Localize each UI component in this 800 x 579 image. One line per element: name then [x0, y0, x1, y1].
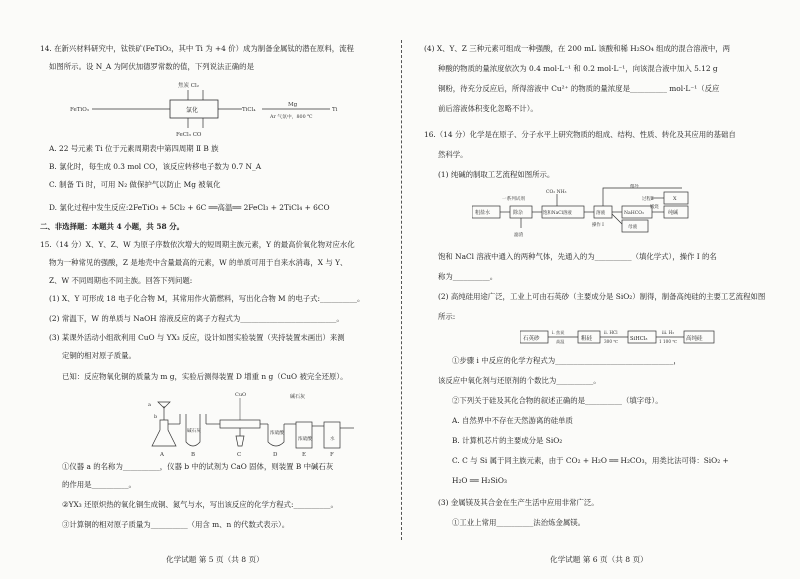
q15-sub-1: (1) X、Y 可形成 18 电子化合物 M，其常用作火箭燃料，写出化合物 M 的电子式:__________。: [49, 294, 365, 303]
q16-sub-2a: (2) 高纯硅用途广泛，工业上可由石英砂（主要成分是 SiO₂）制得，制备高纯硅的主要工艺流程如图: [438, 292, 766, 301]
q16-q2: ②下列关于硅及其化合物的叙述正确的是__________（填字母）。: [452, 396, 663, 405]
q15-q1b: 的作用是__________。: [62, 480, 136, 489]
soda-b3: 饱和NaCl溶液: [543, 211, 572, 216]
q16-sub-1: (1) 纯碱的制取工艺流程如图所示。: [438, 170, 555, 179]
app-label-cuo: CuO: [235, 392, 247, 398]
q15-sub-2: (2) 常温下，W 的单质与 NaOH 溶液反应的离子方程式为__________________________。: [49, 314, 344, 323]
app-letter-f: F: [330, 452, 334, 458]
q16-line-2: 然科学。: [438, 150, 468, 159]
q15-q3: ③计算铜的相对原子质量为__________（用含 m、n 的代数式表示）。: [62, 520, 290, 529]
si-c3b: 1 100 ℃: [659, 339, 678, 344]
app-label-soda-lime: 碱石灰: [290, 394, 306, 400]
q15-apparatus-diagram: [140, 388, 365, 458]
q15-line-1: 15.（14 分）X、Y、Z、W 为原子序数依次增大的短周期主族元素，Y 的最高价氧化物对应水化: [40, 240, 355, 249]
q15-sub-3c: 已知：反应物氧化铜的质量为 m g，实验后测得装置 D 增重 n g（CuO 被完全还原）。: [62, 372, 348, 381]
q14-option-a: A. 22 号元素 Ti 位于元素周期表中第四周期 Ⅱ B 族: [49, 144, 219, 153]
q15-line-2: 物为一种常见的强酸，Z 是地壳中含量最高的元素，W 的单质可用于自来水消毒，X 与 Y、: [49, 258, 348, 267]
soda-b6: 纯碱: [668, 210, 679, 216]
q14-option-b: B. 氯化时，每生成 0.3 mol CO，该反应转移电子数为 0.7 N_A: [49, 162, 262, 171]
soda-note-top: 一系列试剂: [502, 197, 525, 202]
q16-q1a: ①步骤 ⅰ 中反应的化学方程式为________________________________，: [452, 356, 681, 365]
q16-opt-b: B. 计算机芯片的主要成分是 SiO₂: [452, 436, 563, 445]
app-letter-d: D: [273, 452, 278, 458]
app-letter-a: A: [160, 452, 164, 458]
q14-option-d: D. 氯化过程中发生反应:2FeTiO₃ + 5Cl₂ + 6C ══高温══ 2FeCl₃ + 2TiCl₄ + 6CO: [49, 203, 330, 212]
si-c2a: ⅱ. HCl: [604, 330, 618, 335]
q15-q1a: ①仪器 a 的名称为__________，仪器 b 中的试剂为 CaO 固体，则装置 B 中碱石灰: [62, 462, 334, 471]
q15-4-line-1: (4) X、Y、Z 三种元素可组成一种强酸，在 200 mL 该酸和稀 H₂SO₄ 组成的混合溶液中，两: [424, 44, 731, 53]
flow-input-left: FeTiO₃: [70, 107, 89, 113]
app-label-water: 水: [330, 437, 335, 442]
soda-b8: X: [673, 196, 677, 202]
q16-sub-1-q2: 称为__________。: [438, 272, 498, 281]
si-s1: 石英砂: [523, 336, 540, 342]
flow-reagent: Mg: [288, 102, 298, 108]
soda-top-label: 循环: [630, 184, 639, 189]
right-page: [400, 0, 800, 579]
q15-q2: ②YX₃ 还原炽热的氧化铜生成铜、氮气与水，写出该反应的化学方程式:__________。: [62, 500, 338, 509]
app-label-a: a: [148, 402, 151, 408]
soda-b2: 除杂: [513, 210, 524, 216]
q15-4-line-3: 铜粉，待充分反应后，所得溶液中 Cu²⁺ 的物质的量浓度是__________ mol·L⁻¹（反应: [438, 84, 720, 93]
q15-4-line-2: 种酸的物质的量浓度依次为 0.4 mol·L⁻¹ 和 0.2 mol·L⁻¹，向该混合液中加入 5.12 g: [438, 64, 718, 73]
soda-b7: 母液: [628, 225, 638, 230]
soda-reagents: CO₂ NH₃: [546, 190, 567, 195]
q16-line-1: 16.（14 分）化学是在原子、分子水平上研究物质的组成、结构、性质、转化及其应用的基础自: [424, 130, 736, 139]
app-label-c1: 碱石灰: [187, 429, 201, 434]
q15-4-line-4: 前后溶液体积变化忽略不计）。: [438, 104, 538, 113]
right-footer: 化学试题 第 6 页（共 8 页）: [550, 555, 648, 564]
flow-byproducts: FeCl₃ CO: [176, 132, 202, 138]
soda-bottom-label: 滤渣: [514, 233, 524, 238]
app-label-b: b: [154, 414, 158, 420]
app-letter-c: C: [237, 452, 242, 458]
si-c1b: 高温: [556, 339, 565, 344]
si-c2b: 300 ℃: [604, 339, 619, 344]
soda-b4: 溶液: [596, 211, 606, 216]
q14-option-c: C. 制备 Ti 时，可用 N₂ 做保护气以防止 Mg 被氧化: [49, 180, 221, 189]
section-title: 二、非选择题：本题共 4 小题，共 58 分。: [40, 222, 184, 231]
left-footer: 化学试题 第 5 页（共 8 页）: [166, 555, 264, 564]
flow-product: Ti: [332, 107, 338, 113]
q16-sub-1-q1: 饱和 NaCl 溶液中通入的两种气体，先通入的为__________（填化学式），操作 Ⅰ 的名: [438, 252, 717, 261]
q15-sub-3b: 定铜的相对原子质量。: [62, 351, 136, 360]
si-s4: 高纯硅: [686, 336, 703, 342]
flow-inputs-top: 焦炭 Cl₂: [178, 83, 199, 89]
q16-opt-c1: C. C 与 Si 属于同主族元素，由于 CO₂ + H₂O ══ H₂CO₃，用类比法可得：SiO₂ +: [452, 456, 729, 465]
q15-sub-3a: (3) 某课外活动小组欲利用 CuO 与 YX₃ 反应，设计如图实验装置（夹持装置未画出）来测: [49, 333, 345, 342]
si-s2: 粗硅: [581, 336, 593, 342]
q14-flow-diagram: [70, 78, 350, 138]
q14-stem-1: 14. 在新兴材料研究中，钛铁矿(FeTiO₃，其中 Ti 为 +4 价）成为制备金属钛的潜在原料，流程: [40, 44, 354, 53]
soda-b5: NaHCO₃: [624, 211, 644, 216]
si-s3: SiHCl₃: [630, 336, 648, 342]
q16-soda-flow-diagram: [472, 184, 732, 246]
soda-op3: 过程Ⅱ: [642, 197, 654, 202]
soda-b1: 粗盐水: [475, 210, 491, 216]
si-c1a: ⅰ. 焦炭: [552, 330, 565, 335]
si-c3a: ⅲ. H₂: [662, 330, 675, 335]
flow-output-mid: TiCl₄: [242, 107, 256, 113]
soda-op2: 煅烧: [650, 205, 659, 210]
q16-q1b: 该反应中氧化剂与还原剂的个数比为__________。: [438, 376, 601, 385]
q16-sub-3-q1: ①工业上常用__________法治炼金属镁。: [452, 518, 586, 527]
app-letter-e: E: [302, 452, 307, 458]
app-label-d1: 浓硫酸: [270, 431, 284, 436]
app-letter-b: B: [191, 452, 196, 458]
app-label-e1: 浓硫酸: [298, 437, 312, 442]
q16-opt-c2: H₂O ══ H₂SiO₃: [452, 476, 507, 485]
flow-condition: Ar 气氛中，800 ℃: [270, 115, 313, 120]
soda-op1: 操作 Ⅰ: [592, 223, 604, 228]
flow-box-label: 氯化: [186, 107, 199, 114]
q16-sub-2b: 所示:: [438, 312, 456, 321]
q15-line-3: Z、W 不同周期也不同主族。回答下列问题:: [49, 276, 193, 285]
q16-opt-a: A. 自然界中不存在天然游离的硅单质: [452, 416, 573, 425]
q14-stem-2: 如图所示。设 N_A 为阿伏加德罗常数的值，下列说法正确的是: [49, 62, 254, 71]
q16-sub-3: (3) 金属镁及其合金在生产生活中应用非常广泛。: [438, 498, 599, 507]
q16-silicon-flow-diagram: [520, 326, 720, 348]
